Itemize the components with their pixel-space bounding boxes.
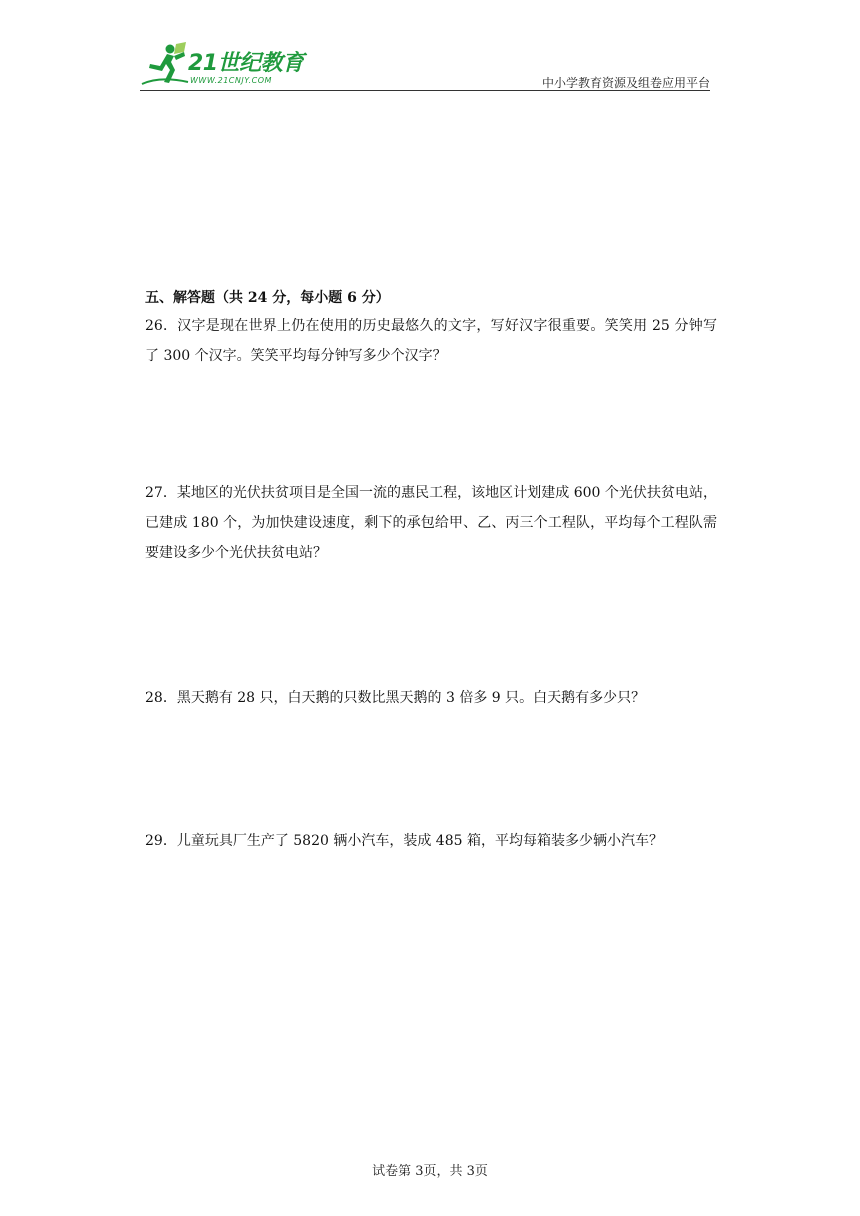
logo-text: 21世纪教育: [188, 51, 304, 76]
logo-url: WWW.21CNJY.COM: [190, 76, 272, 85]
question-27: 27．某地区的光伏扶贫项目是全国一流的惠民工程，该地区计划建成 600 个光伏扶贫电站，已建成 180 个，为加快建设速度，剩下的承包给甲、乙、丙三个工程队，平均每个工程队需要建设多少个光伏扶贫电站？: [145, 485, 717, 561]
page-footer: 试卷第 3页，共 3页: [372, 1164, 488, 1179]
section-heading: 五、解答题（共 24 分，每小题 6 分）: [145, 290, 390, 306]
platform-name: 中小学教育资源及组卷应用平台: [541, 76, 710, 90]
header-divider: [140, 90, 710, 91]
question-28: 28．黑天鹅有 28 只，白天鹅的只数比黑天鹅的 3 倍多 9 只。白天鹅有多少只？: [145, 690, 646, 706]
question-26: 26．汉字是现在世界上仍在使用的历史最悠久的文字，写好汉字很重要。笑笑用 25 分钟写了 300 个汉字。笑笑平均每分钟写多少个汉字？: [145, 318, 717, 364]
page-header: [140, 40, 710, 92]
logo: [140, 40, 320, 90]
question-29: 29．儿童玩具厂生产了 5820 辆小汽车，装成 485 箱，平均每箱装多少辆小汽车？: [145, 833, 663, 849]
runner-logo-icon: [140, 40, 190, 88]
